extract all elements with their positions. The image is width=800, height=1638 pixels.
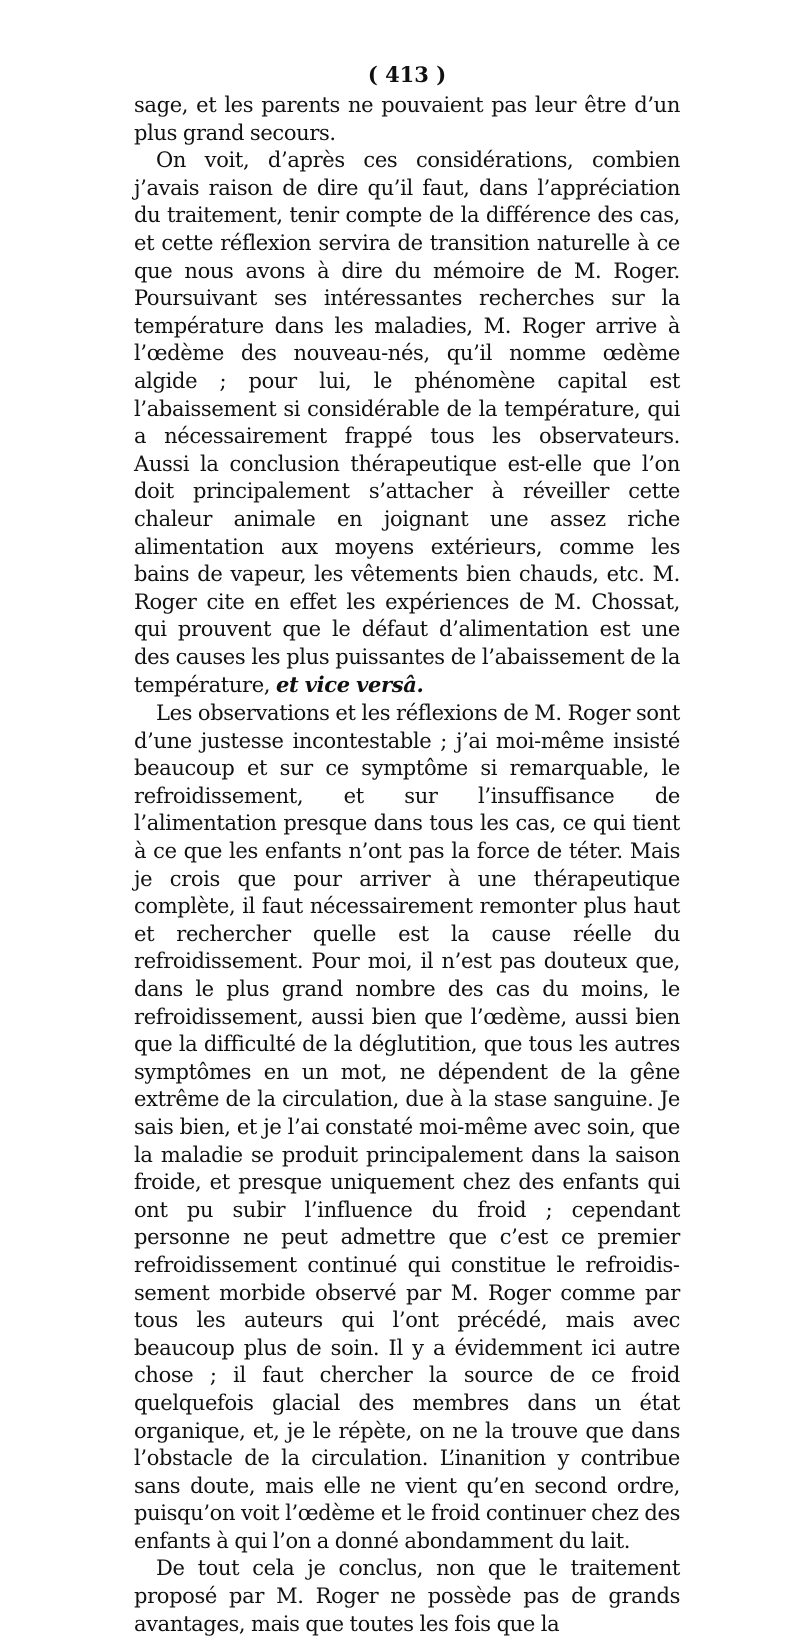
paragraph-text: On voit, d’après ces considérations, combien j’avais raison de dire qu’il faut, dans l’appréciation du traitement, tenir compte de la différence des cas, et cette réflexion servira de transition naturelle à ce que nous avons à dire du mémoire de M. Roger. Poursuivant ses intéressantes recherches sur la température dans les maladies, M. Roger arrive à l’œdème des nouveau-nés, qu’il nomme œdème algide ; pour lui, le phénomène capital est l’abaissement si considérable de la température, qui a nécessairement frappé tous les observateurs. Aussi la conclusion thérapeutique est-elle que l’on doit principalement s’attacher à réveiller cette chaleur animale en joignant une assez riche alimentation aux moyens extérieurs, comme les bains de vapeur, les vêtements bien chauds, etc. M. Roger cite en effet les expériences de M. Chossat, qui prouvent que le défaut d’alimentation est une des causes les plus puissantes de l’abaissement de la température,: [134, 148, 680, 698]
page-number: ( 413 ): [367, 62, 447, 87]
paragraph-continuation: sage, et les parents ne pouvaient pas leur être d’un plus grand secours.: [134, 93, 680, 145]
book-page: [134, 58, 680, 1638]
body-text: [134, 92, 680, 1638]
paragraph-conclusion: De tout cela je conclus, non que le traitement proposé par M. Roger ne possède pas de grands avantages, mais que toutes les fois que la: [134, 1556, 680, 1636]
paragraph-observations: Les observations et les réflexions de M. Roger sont d’une justesse incontestable ; j’ai moi-même insisté beaucoup et sur ce symptôme si remarquable, le refroidissement, et sur l’insuffisance de l’alimentation presque dans tous les cas, ce qui tient à ce que les enfants n’ont pas la force de téter. Mais je crois que pour arriver à une thérapeutique complète, il faut nécessairement remonter plus haut et rechercher quelle est la cause réelle du refroidissement. Pour moi, il n’est pas douteux que, dans le plus grand nombre des cas du moins, le refroidissement, aussi bien que l’œdème, aussi bien que la difficulté de la déglutition, que tous les autres symptômes en un mot, ne dépendent de la gêne extrême de la circulation, due à la stase sanguine. Je sais bien, et je l’ai constaté moi-même avec soin, que la maladie se produit principalement dans la saison froide, et presque uniquement chez des enfants qui ont pu subir l’influence du froid ; cependant personne ne peut admettre que c’est ce premier refroidissement continué qui constitue le refroidissement morbide observé par M. Roger comme par tous les auteurs qui l’ont précédé, mais avec beaucoup plus de soin. Il y a évidemment ici autre chose ; il faut chercher la source de ce froid quelquefois glacial des membres dans un état organique, et, je le répète, on ne la trouve que dans l’obstacle de la circulation. L’inanition y contribue sans doute, mais elle ne vient qu’en second ordre, puisqu’on voit l’œdème et le froid continuer chez des enfants à qui l’on a donné abondamment du lait.: [134, 701, 680, 1553]
paragraph-roger-memoir: [134, 147, 680, 700]
italic-phrase: et vice versâ.: [275, 672, 424, 698]
